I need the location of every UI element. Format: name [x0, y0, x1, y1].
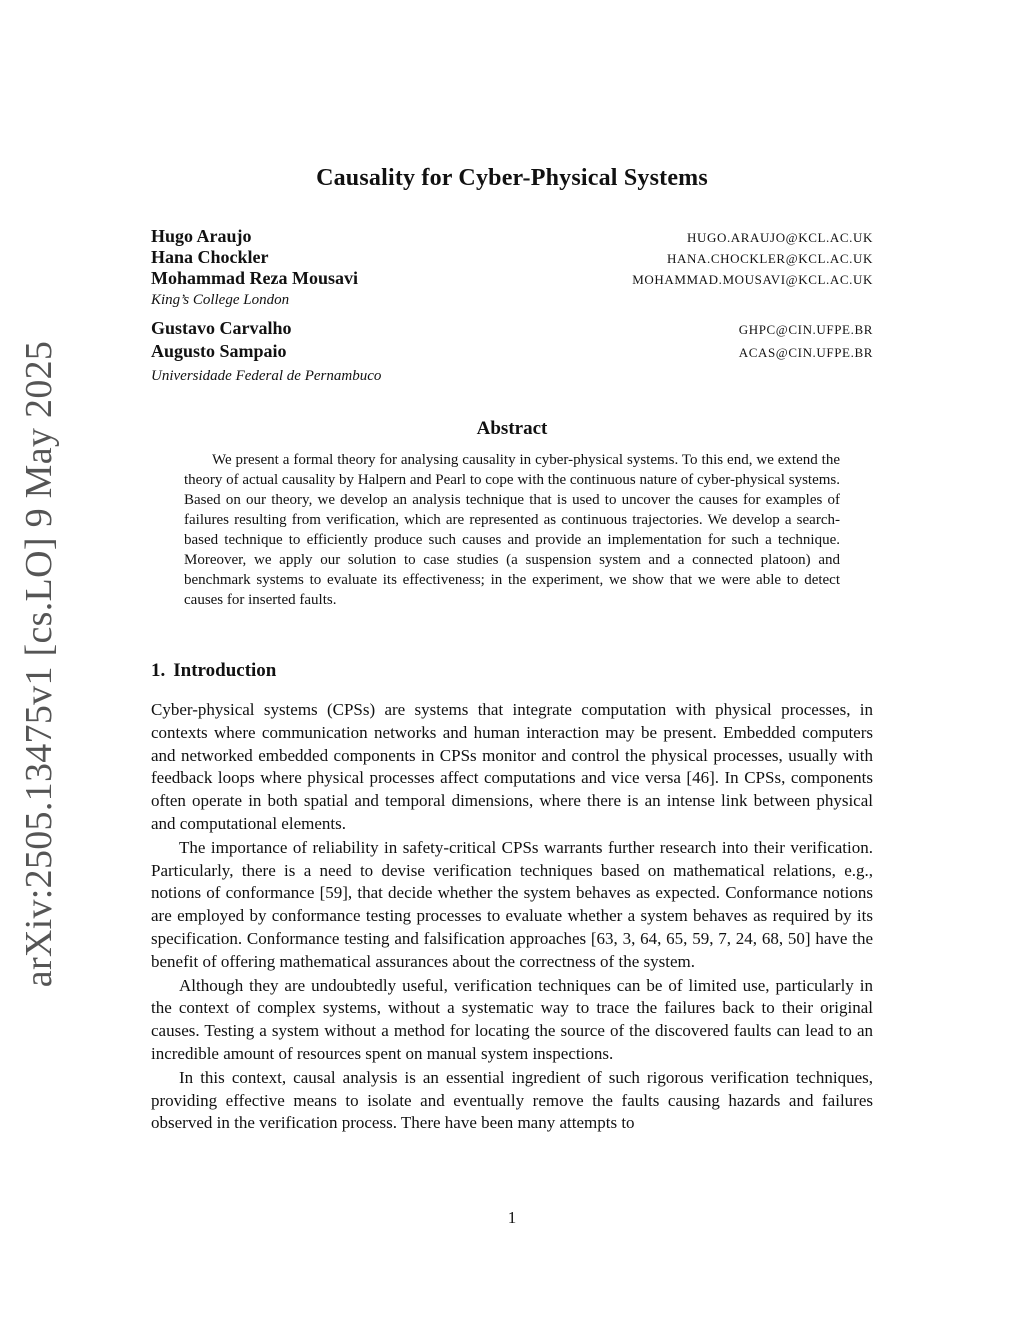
body-paragraph: In this context, causal analysis is an essential ingredient of such rigorous verification techniques, providing effective means to isolate and eventually remove the faults causing hazards and failures observed in the verification process. There have been many attempts to — [151, 1067, 873, 1133]
section-number: 1. — [151, 660, 166, 681]
author-name: Hana Chockler — [151, 247, 269, 267]
body-paragraph: Cyber-physical systems (CPSs) are systems that integrate computation with physical processes, in contexts where communication networks and human interaction may be present. Embedded computers and networked embedded components in CPSs monitor and control the physical processes, usually with feedback loops where physical processes affect computations and vice versa [46]. In CPSs, components often operate in both spatial and temporal dimensions, where there is an intense link between physical and computational elements. — [151, 700, 873, 833]
author-email[interactable]: MOHAMMAD.MOUSAVI@KCL.AC.UK — [632, 272, 873, 287]
author-email[interactable]: GHPC@CIN.UFPE.BR — [738, 322, 873, 337]
author-group-kcl — [151, 226, 873, 310]
author-row — [151, 226, 873, 247]
author-row — [151, 340, 873, 363]
author-row — [151, 268, 873, 289]
author-email[interactable]: ACAS@CIN.UFPE.BR — [738, 345, 873, 360]
author-name: Hugo Araujo — [151, 226, 252, 246]
arxiv-side-stamp — [18, 340, 61, 988]
section-heading — [151, 660, 276, 682]
paper-title: Causality for Cyber-Physical Systems — [316, 165, 708, 191]
author-name: Mohammad Reza Mousavi — [151, 268, 358, 288]
abstract-heading: Abstract — [476, 418, 548, 439]
author-name: Gustavo Carvalho — [151, 318, 292, 338]
author-affiliation: King’s College London — [151, 292, 290, 308]
author-group-ufpe — [151, 317, 873, 386]
author-email[interactable]: HANA.CHOCKLER@KCL.AC.UK — [667, 251, 873, 266]
body-paragraph: The importance of reliability in safety-critical CPSs warrants further research into their verification. Particularly, there is a need to devise verification techniques based on mathematical relations, e.g., notions of conformance [59], that decide whether the system behaves as expected. Conformance notions are employed by conformance testing processes to evaluate whether a system behaves as required by its specification. Conformance testing and falsification approaches [63, 3, 64, 65, 59, 7, 24, 68, 50] have the benefit of offering mathematical assurances about the correctness of the system. — [151, 837, 873, 971]
body-paragraph: Although they are undoubtedly useful, verification techniques can be of limited use, particularly in the context of complex systems, without a systematic way to trace the failures back to their original causes. Testing a system without a method for locating the source of the discovered faults can lead to an incredible amount of resources spent on manual system inspections. — [151, 975, 873, 1063]
section-body — [151, 699, 873, 1136]
author-row — [151, 247, 873, 268]
author-affiliation: Universidade Federal de Pernambuco — [151, 368, 382, 384]
arxiv-identifier: arXiv:2505.13475v1 [cs.LO] 9 May 2025 — [18, 340, 61, 988]
page-number: 1 — [507, 1208, 517, 1227]
author-email[interactable]: HUGO.ARAUJO@KCL.AC.UK — [687, 230, 873, 245]
abstract-text: We present a formal theory for analysing causality in cyber-physical systems. To this end, we extend the theory of actual causality by Halpern and Pearl to cope with the continuous nature of cyber-physical systems. Based on our theory, we develop an analysis technique that is used to uncover the causes for examples of failures resulting from verification, which are represented as continuous trajectories. We develop a search-based technique to efficiently produce such causes and provide an implementation for such a technique. Moreover, we apply our solution to case studies (a suspension system and a connected platoon) and benchmark systems to evaluate its effectiveness; in the experiment, we show that we were able to detect causes for inserted faults. — [184, 452, 840, 608]
author-row — [151, 317, 873, 340]
section-title: Introduction — [173, 660, 277, 681]
author-name: Augusto Sampaio — [151, 341, 287, 361]
